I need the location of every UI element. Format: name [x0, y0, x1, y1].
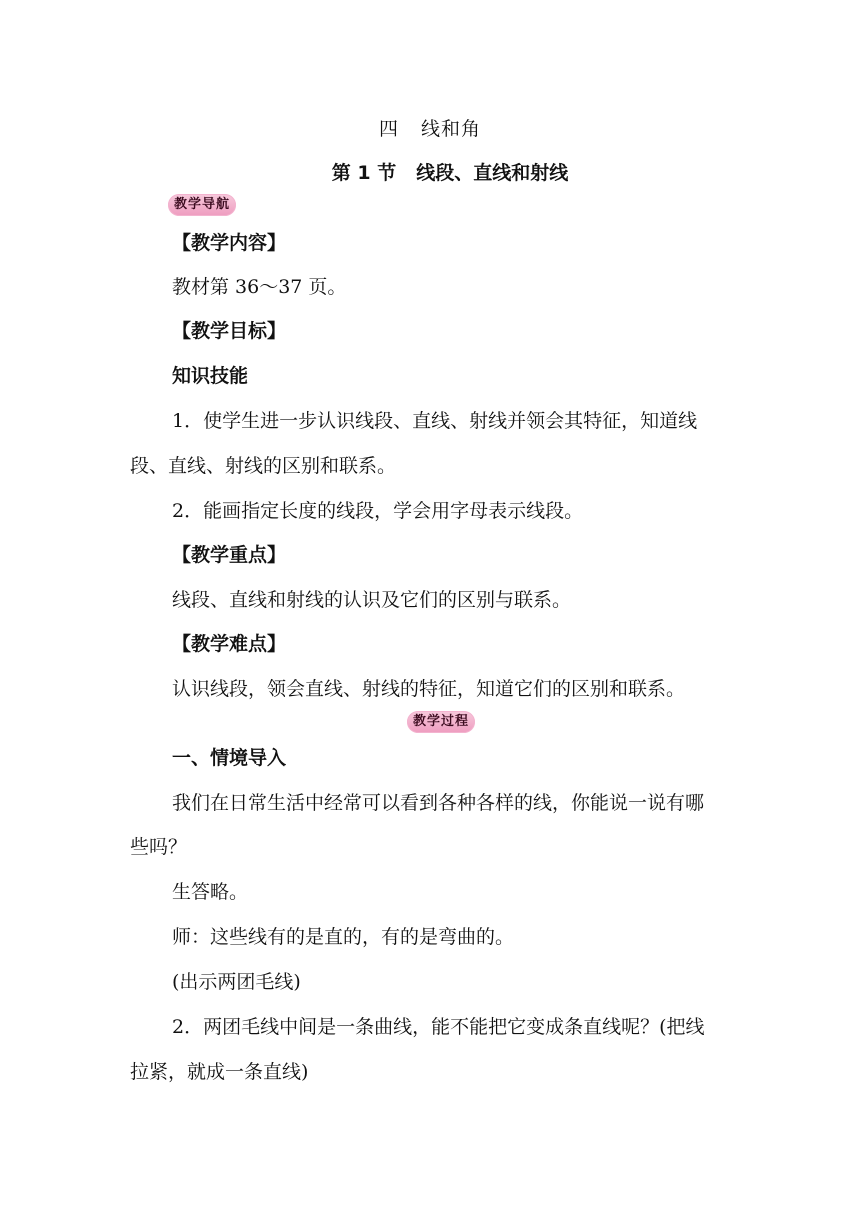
chapter-name: 线和角 — [421, 118, 482, 140]
section-name: 线段、直线和射线 — [416, 162, 569, 184]
teaching-content-text: 教材第 36～37 页。 — [172, 276, 347, 298]
section-title — [0, 158, 860, 185]
teaching-guide-badge: 教学导航 — [168, 194, 236, 216]
goal-1-line-1: 1．使学生进一步认识线段、直线、射线并领会其特征，知道线 — [172, 410, 698, 432]
difficulties-text: 认识线段，领会直线、射线的特征，知道它们的区别和联系。 — [172, 678, 686, 700]
chapter-title — [0, 114, 860, 141]
chapter-number: 四 — [378, 118, 399, 140]
section-number: 第 1 节 — [331, 162, 397, 184]
goal-1-line-2: 段、直线、射线的区别和联系。 — [130, 455, 397, 477]
heading-key-points: 【教学重点】 — [172, 544, 287, 566]
key-points-text: 线段、直线和射线的认识及它们的区别与联系。 — [172, 589, 572, 611]
intro-line-2: 些吗？ — [130, 836, 188, 858]
goal-2: 2．能画指定长度的线段，学会用字母表示线段。 — [172, 500, 584, 522]
teaching-process-badge: 教学过程 — [407, 711, 475, 733]
heading-knowledge-skills: 知识技能 — [172, 365, 249, 387]
teacher-remark: 师：这些线有的是直的，有的是弯曲的。 — [172, 926, 515, 948]
heading-teaching-goals: 【教学目标】 — [172, 320, 287, 342]
student-answer: 生答略。 — [172, 881, 249, 903]
heading-teaching-content: 【教学内容】 — [172, 232, 287, 254]
question-2-line-2: 拉紧，就成一条直线) — [130, 1061, 309, 1083]
heading-difficulties: 【教学难点】 — [172, 633, 287, 655]
heading-situation-intro: 一、情境导入 — [172, 747, 287, 769]
question-2-line-1: 2．两团毛线中间是一条曲线，能不能把它变成条直线呢？(把线 — [172, 1016, 705, 1038]
intro-line-1: 我们在日常生活中经常可以看到各种各样的线，你能说一说有哪 — [172, 792, 705, 814]
show-yarn-note: (出示两团毛线) — [172, 971, 301, 993]
